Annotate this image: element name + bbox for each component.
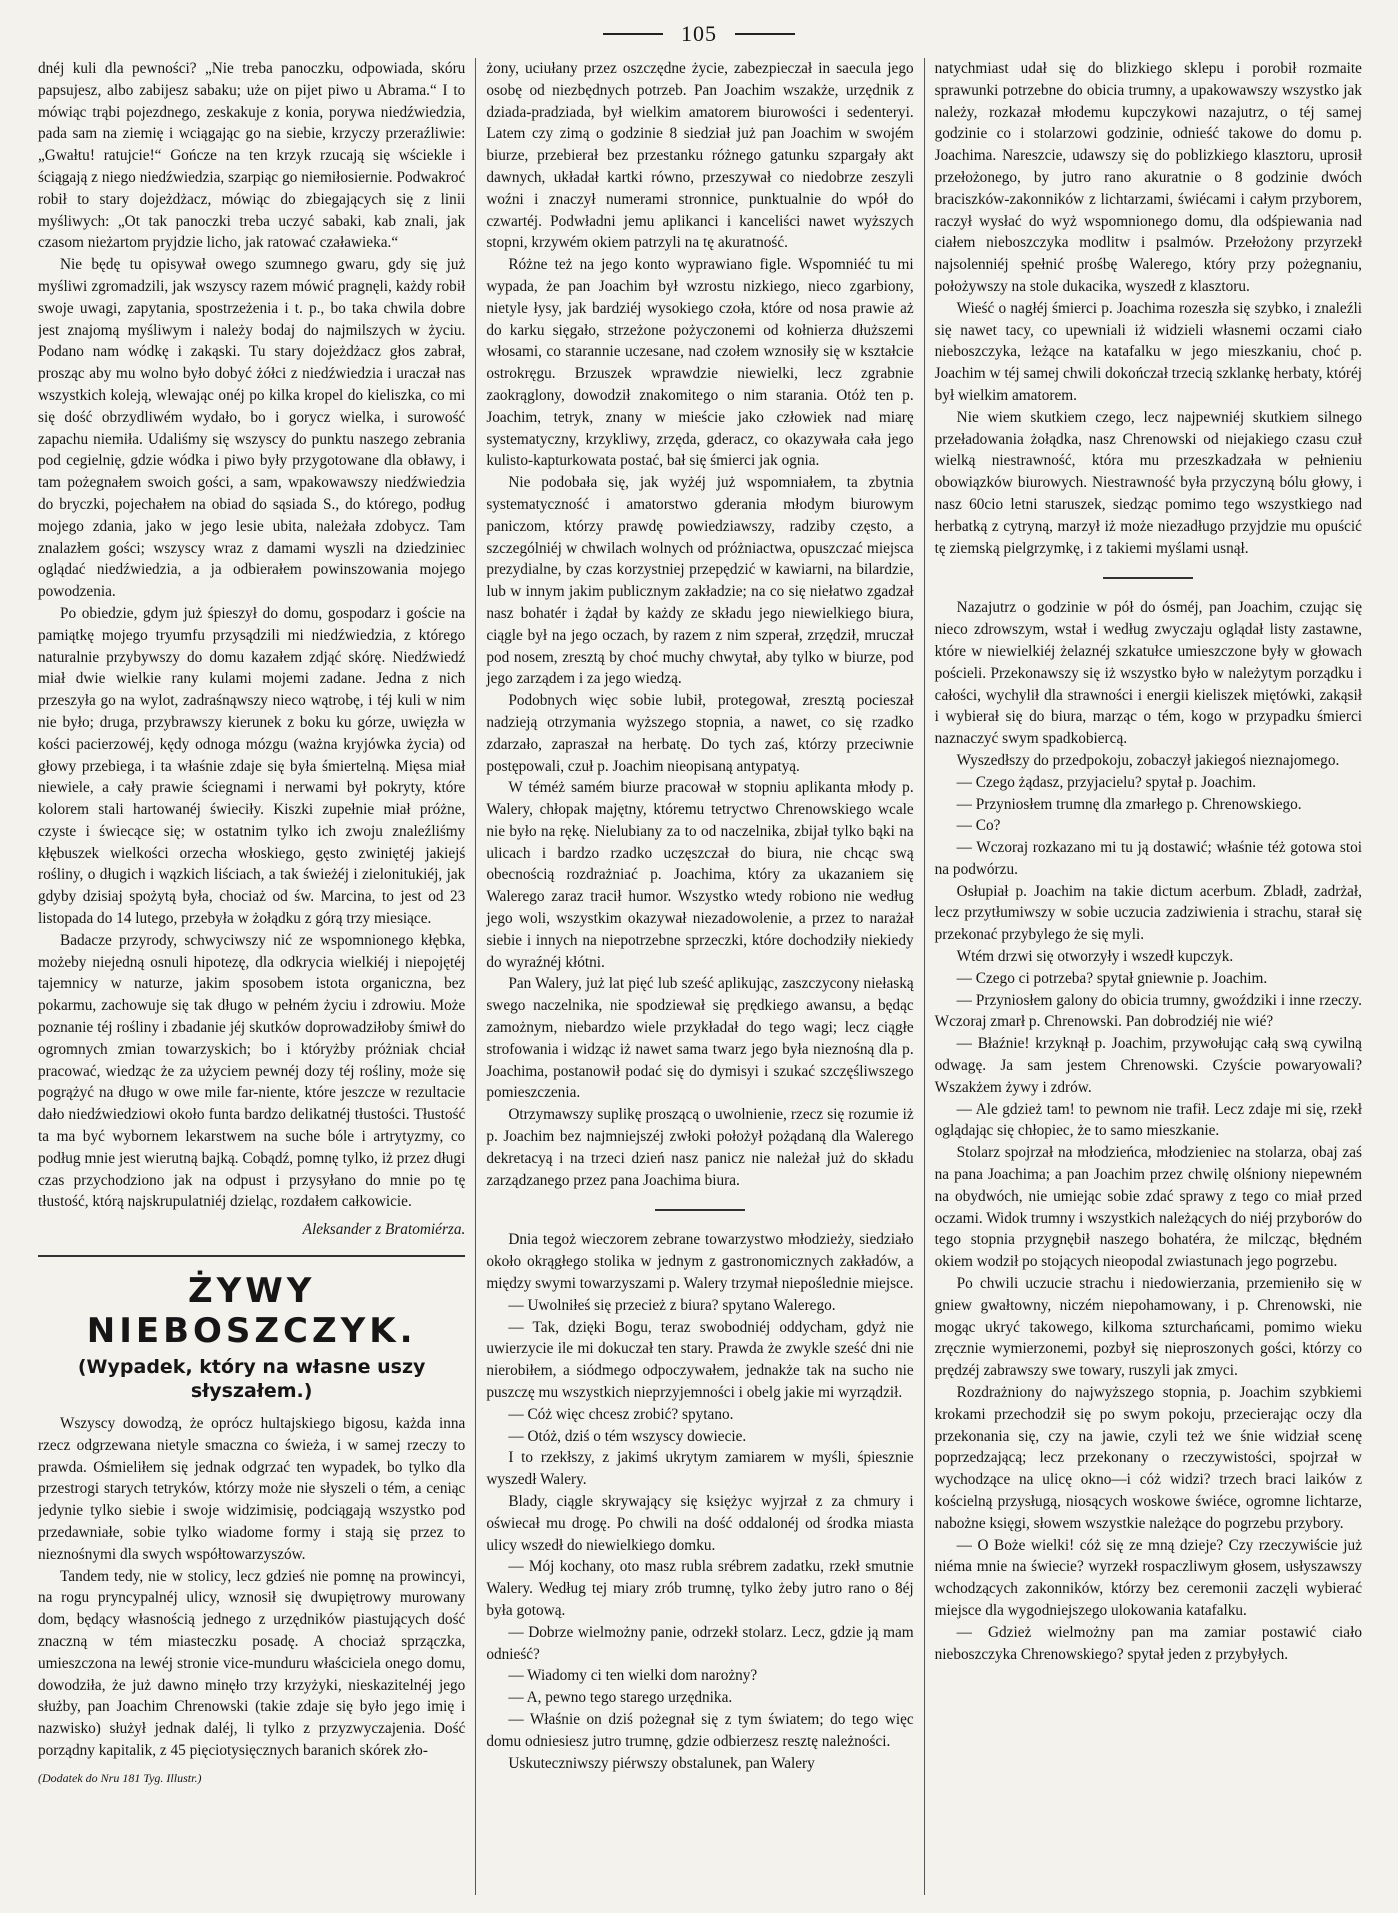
paragraph: natychmiast udał się do blizkiego sklepu i porobił rozmaite sprawunki potrzebne do obicia trumny, a upakowawszy wszystko jak należy, rozkazał młodemu kupczykowi nazajutrz, o téj samej godzinie co i stolarzowi godzinie, odnieść takowe do domu p. Joachima. Nareszcie, udawszy się do poblizkiego klasztoru, uprosił przełożonego, by jutro rano akuratnie o 8 godzinie dwóch braciszków-zakonników z lichtarzami, świécami i całym przyborem, raczył wysłać do wyż wspomnionego domu, dla odśpiewania nad ciałem nieboszczyka modlitw i psalmów. Przełożony przyrzekł najsolenniéj spełnić prośbę Walerego, który przy pożegnaniu, położywszy na stole dukacika, wyszedł z klasztoru.	[934, 60, 1362, 295]
paragraph: Nie podobała się, jak wyżéj już wspomniałem, ta zbytnia systematyczność i amatorstwo gderania młodym biurowym paniczom, którzy prawdę powiedziawszy, radziby często, a szczególniéj w chwilach wolnych od próżniactwa, opuszczać miejsca prezydialne, by czas korzystniej przepędzić w kawiarni, na bilardzie, lub w innym jakim publicznym zakładzie; na co się niełatwo zgadzał nasz bohatér i żądał by każdy ze składu jego niewielkiego biura, ciągle był na jego oczach, by razem z nim szperał, zrzędził, mruczał pod nosem, zresztą by choć muchy chwytał, aby tylko w biurze, pod jego zarządem i za jego wiedzą.	[486, 474, 914, 688]
paragraph: W téméż samém biurze pracował w stopniu aplikanta młody p. Walery, chłopak majętny, któremu tetryctwo Chrenowskiego wcale nie było na rękę. Nielubiany za to od naczelnika, zbijał tylko bąki na ulicach i bardzo rzadko uczęszczał do biura, nie chcąc swą obecnością rozdrażniać p. Joachima, który za ukazaniem się Walerego zaraz tracił humor. Wszystko wtedy robiono nie według jego woli, wszystkim okazywał niezadowolenie, a przez to narażał siebie i innych na niepotrzebne sprzeczki, które dochodziły niekiedy do wyraźnéj kłótni.	[486, 779, 914, 971]
text-columns	[38, 58, 1362, 1895]
dialogue-line: — Gdzież wielmożny pan ma zamiar postawić ciało nieboszczyka Chrenowskiego? spytał jeden z przybyłych.	[934, 1623, 1362, 1663]
author-signature: Aleksander z Bratomiérza.	[302, 1221, 466, 1239]
dialogue-line: — Błaźnie! krzyknął p. Joachim, przywołując całą swą cywilną odwagę. Ja sam jestem Chrenowski. Czyście powaryowali? Wszakżem żywy i zdrów.	[934, 1035, 1362, 1096]
dialogue-line: — Dobrze wielmożny panie, odrzekł stolarz. Lecz, gdzie ją mam odnieść?	[486, 1623, 914, 1663]
paragraph: Wszyscy dowodzą, że oprócz hultajskiego bigosu, każda inna rzecz odgrzewana nietyle smaczna co świeża, i w samej rzeczy to prawda. Ośmieliłem się jednak odgrzać ten wypadek, bo tylko dla przestrogi starych tetryków, którzy może nie słyszeli o tém, a ceniąc jedynie tylko siebie i swoje widzimisię, podciągają wszystko pod przedawniałe, sobie tylko wiadome formy i stają się przez to nieznośnymi dla swych współtowarzyszów.	[38, 1415, 466, 1563]
paragraph: Nazajutrz o godzinie w pół do ósméj, pan Joachim, czując się nieco zdrowszym, wstał i według zwyczaju oglądał listy zastawne, które w niewielkiéj żelaznéj szkatułce umieszczone były w głowach pościeli. Przekonawszy się iż wszystko było w należytym porządku i całości, wychylił dla strawności i energii kieliszek miętówki, zakąsił i wybierał się do biura, marząc o tém, kogo w przypadku śmierci naznaczyć swym spadkobiercą.	[934, 599, 1362, 748]
paragraph: Wyszedłszy do przedpokoju, zobaczył jakiegoś nieznajomego.	[956, 751, 1340, 769]
header-rule-right	[735, 33, 795, 35]
paragraph: Stolarz spojrzał na młodzieńca, młodzieniec na stolarza, obaj zaś na pana Joachima; a pan Joachim przez chwilę olśniony niepewném na obydwóch, nie umiejąc sobie zdać sprawy z tego co miał przed oczami. Widok trumny i wszystkich należących do niéj przyborów do tego stopnia przygnębił naszego bohatéra, że milcząc, błędném okiem wodził po stojących nieopodal zwiastunach jego pogrzebu.	[934, 1144, 1362, 1271]
dialogue-line: — O Boże wielki! cóż się ze mną dzieje? Czy rzeczywiście już niéma mnie na świecie? wyrzekł rospaczliwym głosem, usłyszawszy wchodzących zakonników, którzy bez ceremonii zaczęli wybierać miejsce dla wygodniejszego ulokowania katafalku.	[934, 1536, 1362, 1619]
page-header	[36, 20, 1362, 48]
paragraph: Po chwili uczucie strachu i niedowierzania, przemieniło się w gniew gwałtowny, niczém niepohamowany, i p. Chrenowski, nie mogąc ukryć takowego, kilkoma szturchańcami, pomimo wieku zręcznie wymierzonemi, pozbył się nieproszonych gości, którzy co prędzéj zabrawszy swe towary, ruszyli jak zmyci.	[934, 1275, 1362, 1380]
dialogue-line: — Przyniosłem trumnę dla zmarłego p. Chrenowskiego.	[956, 795, 1302, 813]
paragraph: Tandem tedy, nie w stolicy, lecz gdzieś nie pomnę na prowincyi, na rogu pryncypalnéj ulicy, wznosił się dwupiętrowy murowany dom, będący własnością jednego z urzędników piastujących dość znaczną w tém miasteczku posadę. A chociaż sprzączka, umieszczona na lewéj stronie vice-munduru właściciela onego domu, dowodziła, że już dawno minęło trzy krzyżyki, nieskazitelnéj jego służby, pan Joachim Chrenowski (takie zdaje się było jego imię i nazwisko) służył jednak daléj, li tylko z przyzwyczajenia. Dość porządny kapitalik, z 45 pięciotysięcznych baranich skórek zło-	[38, 1567, 466, 1759]
story-title: ŻYWY NIEBOSZCZYK.	[86, 1271, 417, 1352]
paragraph: Różne też na jego konto wyprawiano figle. Wspomniéć tu mi wypada, że pan Joachim był wzrostu nizkiego, nieco zgarbiony, nietyle łysy, jak bardziéj wysokiego czoła, które od nosa prawie aż do karku sięgało, strzeżone pożyczonemi od kołnierza dłuższemi włosami, co starannie uczesane, nad czołem wznosiły się w kształcie ostrokręgu. Brzuszek wprawdzie niewielki, lecz zgrabnie zaokrąglony, dowodził znakomitego o nim starania. Otóż ten p. Joachim, tetryk, znany w mieście jako człowiek nad miarę systematyczny, krzykliwy, zrzęda, gderacz, co okazywała cała jego kulisto-kapturkowata postać, bał się śmierci jak ognia.	[486, 256, 914, 470]
column-2	[475, 58, 913, 1895]
dialogue-line: — Uwolniłeś się przecież z biura? spytano Walerego.	[508, 1296, 836, 1314]
paragraph: Wieść o nagłéj śmierci p. Joachima rozeszła się szybko, i znaleźli się nawet tacy, co upewniali iż widzieli własnemi oczami ciało nieboszczyka, leżące na katafalku w jego mieszkaniu, choć p. Joachim w téj samej chwili dokończał trzecią szklankę herbaty, któréj był wielkim amatorem.	[934, 299, 1362, 404]
dialogue-line: — Tak, dzięki Bogu, teraz swobodniéj oddycham, gdyż nie uwierzycie ile mi dokuczał ten stary. Prawda że zwykle sześć dni nie nierobiłem, a siódmego odpoczywałem, jednakże tak na sucho nie puszczę mu wszystkich nieprzyjemności i obelg jakie mi wyrządził.	[486, 1318, 914, 1402]
dialogue-line: — Mój kochany, oto masz rubla srébrem zadatku, rzekł smutnie Walery. Według tej miary zrób trumnę, tylko żeby jutro rano o 8éj była gotową.	[486, 1558, 914, 1619]
story-subtitle: (Wypadek, który na własne uszy słyszałem.)	[77, 1356, 426, 1403]
section-divider	[1103, 577, 1193, 579]
paragraph: Pan Walery, już lat pięć lub sześć aplikując, zaszczycony niełaską swego naczelnika, nie spodziewał się prędkiego awansu, a będąc zamożnym, niebardzo wiele przykładał do tego wagi; lecz ciągłe strofowania i widząc iż nawet sama twarz jego była nieznośną dla p. Joachima, postanowił podać się do dymisyi i szukać szczęśliwszego pomieszczenia.	[486, 975, 914, 1102]
paragraph: Blady, ciągle skrywający się księżyc wyjrzał z za chmury i oświecał mu drogę. Po chwili na dość oddalonéj od środka miasta ulicy wszedł do niewielkiego domku.	[486, 1493, 914, 1554]
dialogue-line: — Otóż, dziś o tém wszyscy dowiecie.	[508, 1427, 747, 1445]
dialogue-line: — Czego żądasz, przyjacielu? spytał p. Joachim.	[956, 773, 1257, 791]
paragraph: Nie wiem skutkiem czego, lecz najpewniéj skutkiem silnego przeładowania żołądka, nasz Chrenowski od niejakiego czasu czuł wielką niestrawność, która mu przeszkadzała w pełnieniu obowiązków biurowych. Niestrawność była przyczyną bólu głowy, i nasz 60cio letni staruszek, siedząc pomimo tego wszystkiego nad herbatką z cytryną, marzył iż może niezadługo przyjdzie mu opuścić tę ziemską pielgrzymkę, i z takiemi myślami usnął.	[934, 408, 1362, 557]
page-number: 105	[681, 21, 717, 46]
paragraph: Po obiedzie, gdym już śpieszył do domu, gospodarz i goście na pamiątkę mojego tryumfu przysądzili mi niedźwiedzia, z którego naturalnie przybywszy do domu kazałem zdjąć skórę. Niedźwiedź miał dwie wielkie rany kulami mojemi zadane. Jedna z nich przeszyła go na wylot, zadraśnąwszy nieco wątrobę, i téj kuli w nim nie było; druga, przybrawszy kierunek z boku ku górze, uwięzła w kości pacierzowéj, kędy odnoga mózgu (ważna kryjówka życia) od głowy przebiega, i ta właśnie zdaje się była śmiertelną. Mięsa miał niewiele, a cały prawie ściegnami i nerwami był pokryty, które kolorem stali hartowanéj świeciły. Kiszki zupełnie miał próżne, czyste i świecące się; w ostatnim tylko ich zwoju znaleźliśmy kłębuszek wielkości orzecha włoskiego, gęsto zwiniętéj jakiejś rośliny, o długich i wązkich liściach, a tak świeżéj i zielonitukiéj, jak gdyby dzisiaj spożytą była, chociaż od św. Marcina, to jest od 23 listopada do 14 lutego, przebyła w żołądku z górą trzy miesiące.	[38, 604, 466, 928]
section-divider	[655, 1209, 745, 1211]
column-3	[924, 58, 1362, 1895]
column-1	[38, 58, 465, 1895]
dialogue-line: — Wczoraj rozkazano mi tu ją dostawić; właśnie téż gotowa stoi na podwórzu.	[934, 839, 1362, 878]
paragraph: Podobnych więc sobie lubił, protegował, zresztą pocieszał nadzieją otrzymania wyższego stopnia, a nawet, co się rzadko zdarzało, zapraszał na herbatę. Do tych zaś, którzy przeciwnie postępowali, czuł p. Joachim nieopisaną antypatyą.	[486, 692, 914, 775]
dialogue-line: — Czego ci potrzeba? spytał gniewnie p. Joachim.	[956, 969, 1268, 987]
paragraph: Uskuteczniwszy piérwszy obstalunek, pan Walery	[508, 1754, 815, 1772]
paragraph: dnéj kuli dla pewności? „Nie treba panoczku, odpowiada, skóru papsujesz, albo zabijesz sabaku; uże on pijet piwo u Abrama.“ I to mówiąc trąbi pojezdnego, zeskakuje z konia, porywa niedźwiedzia, pada sam na ziemię i wciągając go na siebie, krzyczy przeraźliwie: „Gwałtu! ratujcie!“ Gończe na ten krzyk rzucają się wściekle i ściągają z niego niedźwiedzia, szarpiąc go niemiłosiernie. Podwakroć robił to stary dojeżdżacz, mówiąc do zbiegających się z linii myśliwych: „Ot tak panoczki treba uczyć sabaki, kab znali, jak czasom nieżartom pryjdzie licho, jak ratować czaławieka.“	[38, 60, 466, 252]
paragraph: Wtém drzwi się otworzyły i wszedł kupczyk.	[956, 948, 1234, 966]
paragraph: Osłupiał p. Joachim na takie dictum acerbum. Zbladł, zadrżał, lecz przytłumiwszy w sobie uczucia zadziwienia i strachu, starał się przekonać przybylego że się myli.	[934, 882, 1362, 944]
paragraph: Rozdrażniony do najwyższego stopnia, p. Joachim szybkiemi krokami przechodził się po swym pokoju, przecierając oczy dla przekonania się, czy na jawie, czyli też we śnie widział scenę poprzedzającą; lecz przekonany o rzeczywistości, spojrzał w wychodzące na ulicę okno—i cóż widzi? trzech braci laików z kościelną przysługą, niosących woskowe świéce, ogromne lichtarze, nabożne księgi, słowem wszystkie należące do pogrzebu przybory.	[934, 1384, 1362, 1532]
paragraph: I to rzekłszy, z jakimś ukrytym zamiarem w myśli, śpiesznie wyszedł Walery.	[486, 1449, 914, 1489]
header-rule-left	[603, 33, 663, 35]
paragraph: żony, uciułany przez oszczędne życie, zabezpieczał in saecula jego osobę od niezbędnych potrzeb. Pan Joachim wszakże, urzędnik z dziada-pradziada, był wielkim amatorem biurowości i sedenteryi. Latem czy zimą o godzinie 8 siedział już pan Joachim w swojém biurze, przebierał bez przestanku różnego gatunku szpargały akt dawnych, układał kartki równo, przeszywał co niedobrze zeszyli woźni i znaczył numerami stronnice, punktualnie do wpół do czwartéj. Podwładni jemu aplikanci i kanceliści nawet wyższych stopni, krzywém okiem patrzyli na tę akuratność.	[486, 60, 914, 252]
dialogue-line: — Wiadomy ci ten wielki dom narożny?	[508, 1667, 758, 1685]
dialogue-line: — Cóż więc chcesz zrobić? spytano.	[508, 1405, 734, 1423]
paragraph: Badacze przyrody, schwyciwszy nić ze wspomnionego kłębka, możeby niejedną osnuli hipotezę, dla odkrycia wielkiéj i niepojętéj tajemnicy w naturze, jakim sposobem istota organiczna, bez pokarmu, zachowuje się tak długo w pełném życiu i zdrowiu. Może poznanie téj rośliny i zbadanie jéj skutków doprowadziłoby śmiwł do ogromnych zmian towarzyskich; bo i któryżby próżniak chciał pracować, wiedząc że za użyciem pewnéj dozy téj rośliny, może się pogrążyć na długo w owe mile far-niente, które jeszcze w rezultacie dało niedźwiedziowi około funta bardzo delikatnéj tłustości. Tłustość ta ma być wybornem lekarstwem na suche bóle i artrytyzmy, co podług mnie jest wierutną bajką. Cobądź, pomnę tylko, iż przez długi czas przychodziono jak na odpust i przysyłano do mnie po tę tłustość, którą najskrupulatniéj dzieląc, rozdałem całkowicie.	[38, 931, 466, 1211]
dialogue-line: — Ale gdzież tam! to pewnom nie trafił. Lecz zdaje mi się, rzekł oglądając się chłopiec, że to samo mieszkanie.	[934, 1100, 1362, 1140]
dialogue-line: — Przyniosłem galony do obicia trumny, gwoździki i inne rzeczy. Wczoraj zmarł p. Chrenowski. Pan dobrodziéj nie wié?	[934, 991, 1362, 1031]
paragraph: Dnia tegoż wieczorem zebrane towarzystwo młodzieży, siedziało około okrągłego stolika w jednym z gastronomicznych zakładów, a między swymi towarzyszami p. Walery trzymał niepośledniе miejsce.	[486, 1231, 914, 1293]
dialogue-line: — Właśnie on dziś pożegnał się z tym światem; do tego więc domu odniesiesz jutro trumnę, gdzie odbierzesz resztę należności.	[486, 1710, 914, 1750]
dialogue-line: — Co?	[956, 817, 1001, 835]
article-divider	[38, 1255, 465, 1257]
paragraph: Otrzymawszy suplikę proszącą o uwolnienie, rzecz się rozumie iż p. Joachim bez najmniejszéj zwłoki położył pożądaną dla Walerego dekretacyą i na trzeci dzień nasz panicz nie należał już do składu zarządzanego przez pana Joachima biura.	[486, 1106, 914, 1189]
dialogue-line: — A, pewno tego starego urzędnika.	[508, 1689, 733, 1707]
paragraph: Nie będę tu opisywał owego szumnego gwaru, gdy się już myśliwi zgromadzili, jak wszyscy razem mówić pragnęli, każdy robił swoje uwagi, zapytania, spostrzeżenia i t. p., bo taka chwila dobre jest znajomą myśliwym i należy bodaj do najmilszych w życiu. Podano nam wódkę i zakąski. Tu stary dojeżdżacz głos zabrał, prosząc aby mu wolno było dobyć żółci z niedźwiedzia i uraczał nas wszystkich koleją, wlewając onéj po kilka kropel do kieliszka, co mi się dość obrzydliwém wydało, bo i gorycz wielka, i surowość zapachu niemiła. Udaliśmy się wszyscy do punktu naszego zebrania pod cegielnię, gdzie wódka i piwo były przygotowane dla obławy, i tam pożegnałem swoich gości, a sam, wpakowawszy niedźwiedzia do bryczki, pojechałem na obiad do sąsiada S., do którego, podług mojego zdania, jako w jego lesie ubita, należała zdobycz. Tam znalazłem gości; wszyscy wraz z damami wyszli na dziedziniec oglądać niedźwiedzia, a ja odbierałem powinszowania mojego powodzenia.	[38, 256, 466, 601]
supplement-footnote: (Dodatek do Nru 181 Tyg. Illustr.)	[38, 1770, 202, 1785]
